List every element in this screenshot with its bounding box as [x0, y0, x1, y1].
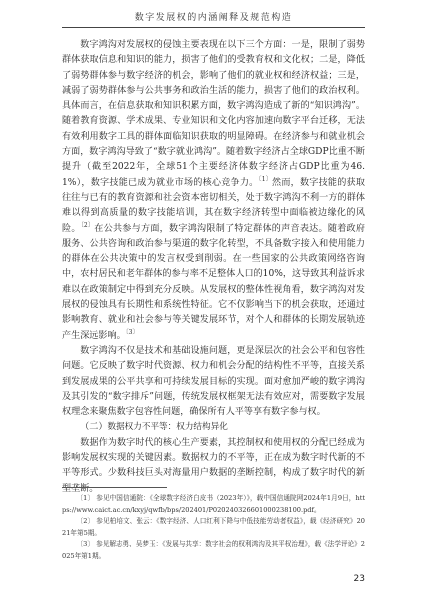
paragraph-text: 然而，数字技能的获取往往与已有的教育资源和社会资本密切相关，处于数字鸿沟不利一方的群体难以得到高质量的数字技能培训，其在数字经济转型中面临被边缘化的风险。 [62, 177, 365, 234]
subheading-title: 数据权力不平等：权力结构异化 [107, 422, 228, 433]
body-paragraph [62, 344, 365, 420]
footnote: 〔1〕 参见中国信通院：《全球数字经济白皮书（2023年）》，载中国信通院网2024年1月9日，https://www.caict.ac.cn/kxyj/qwfb/bps/202401/P020240326601000238100.pdf。 [62, 494, 365, 514]
section-subheading [62, 420, 365, 435]
header-rule [62, 27, 365, 28]
footnote-marker: 〔3〕 [125, 328, 139, 336]
paragraph-text: 在公共参与方面，数字鸿沟限制了特定群体的声音表达。随着政府服务、公共咨询和政治参与渠道的数字化转型，不具备数字接入和使用能力的群体在公共决策中的发言权受到削弱。在一些国家的公共政策网络咨询中，农村居民和老年群体的参与率不足整体人口的10%，这导致其利益诉求难以在政策制定中得到充分反映。从发展权的整体性视角看，数字鸿沟对发展权的侵蚀具有长期性和系统性特征。它不仅影响当下的机会获取，还通过影响教育、就业和社会参与等关键发展环节，对个人和群体的长期发展轨迹产生深远影响。 [62, 223, 365, 341]
footnote-rule [62, 487, 167, 488]
body-text [62, 38, 365, 497]
page-number: 23 [353, 574, 365, 584]
paragraph-text: 数字鸿沟对发展权的侵蚀主要表现在以下三个方面：一是，限制了弱势群体获取信息和知识的能力，损害了他们的受教育权和文化权；二是，降低了弱势群体参与数字经济的机会，影响了他们的就业权和经济权益；三是，减弱了弱势群体参与公共事务和政治生活的能力，损害了他们的政治权利。具体而言，在信息获取和知识积累方面，数字鸿沟造成了新的“知识鸿沟”。随着教育资源、学术成果、专业知识和文化内容加速向数字平台迁移，无法有效利用数字工具的群体面临知识获取的明显障碍。在经济参与和就业机会方面，数字鸿沟导致了“数字就业鸿沟”。随着数字经济占全球GDP比重不断提升（截至2022年，全球51个主要经济体数字经济占GDP比重为46.1%），数字技能已成为就业市场的核心竞争力。 [62, 40, 365, 188]
paragraph-text: 数据作为数字时代的核心生产要素，其控制权和使用权的分配已经成为影响发展权实现的关键因素。数据权力的不平等，正在成为数字时代新的不平等形式。少数科技巨头对海量用户数据的垄断控制，构成了数字时代的新型垄断。 [62, 437, 365, 494]
footnote-marker: 〔2〕 [80, 221, 95, 229]
footnote: 〔3〕 参见解志勇、吴梦玉：《发展与共享：数字社会的权利鸿沟及其平权治理》，载《法学评论》2025年第1期。 [62, 540, 365, 560]
footnote: 〔2〕 参见柏培文、张云：《数字经济、人口红利下降与中低技能劳动者权益》，载《经济研究》2021年第5期。 [62, 517, 365, 537]
footnote-marker: 〔1〕 [258, 175, 272, 183]
subheading-number: （二） [80, 422, 108, 433]
footnotes [62, 493, 365, 563]
paragraph-text: 数字鸿沟不仅是技术和基础设施问题，更是深层次的社会公平和包容性问题。它反映了数字时代资源、权力和机会分配的结构性不平等，直接关系到发展成果的公平共享和可持续发展目标的实现。面对愈加严峻的数字鸿沟及其引发的“数字排斥”问题，传统发展权框架无法有效应对，需要数字发展权理念来聚焦数字包容性问题，确保所有人平等享有数字参与权。 [62, 345, 365, 418]
running-header: 数字发展权的内涵阐释及规范构造 [134, 13, 293, 23]
body-paragraph [62, 38, 365, 344]
